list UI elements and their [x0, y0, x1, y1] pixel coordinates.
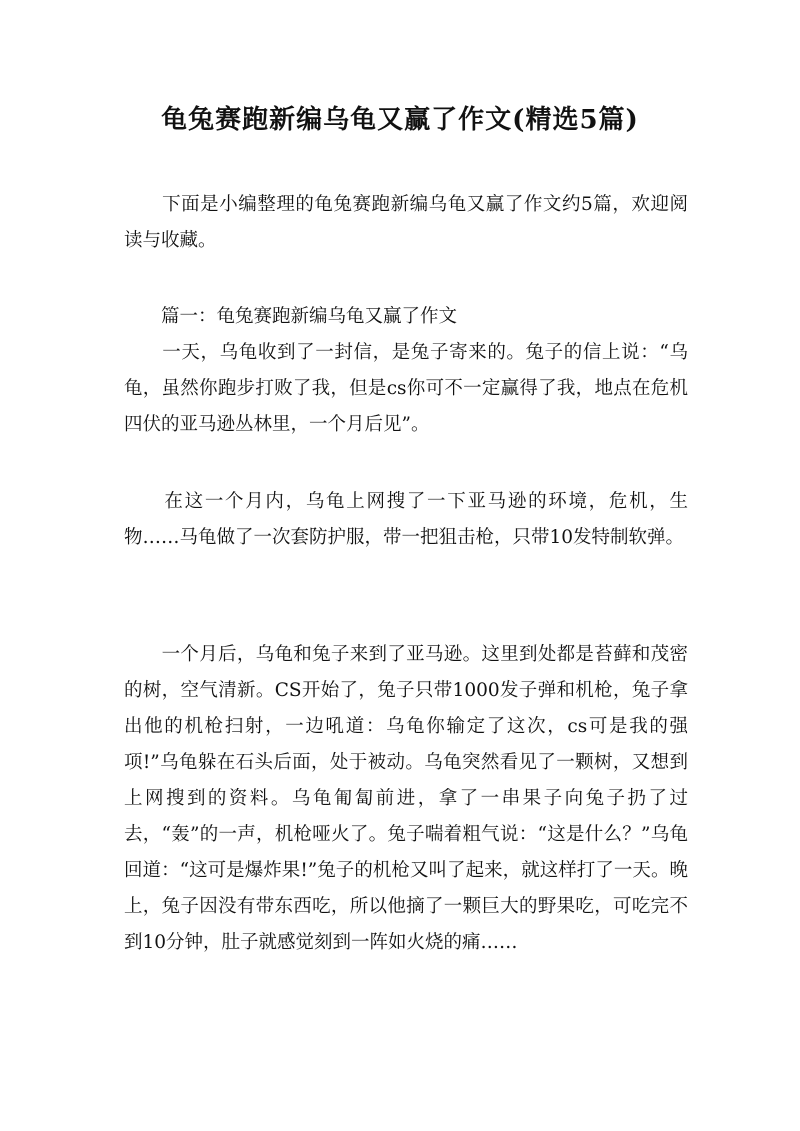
- preparation-paragraph: 在这一个月内，乌龟上网搜了一下亚马逊的环境，危机，生物……马龟做了一次套防护服，带一把狙击枪，只带10发特制软弹。: [124, 491, 688, 548]
- document-title: 龟兔赛跑新编乌龟又赢了作文(精选5篇): [161, 105, 639, 135]
- battle-paragraph: 一个月后，乌龟和兔子来到了亚马逊。这里到处都是苔藓和茂密的树，空气清新。CS开始了，兔子只带1000发子弹和机枪，兔子拿出他的机枪扫射，一边吼道：乌龟你输定了这次，cs可是我的强项!”乌龟躲在石头后面，处于被动。乌龟突然看见了一颗树，又想到上网搜到的资料。乌龟匍匐前进，拿了一串果子向兔子扔了过去，“轰”的一声，机枪哑火了。兔子喘着粗气说：“这是什么？”乌龟回道：“这可是爆炸果!”兔子的机枪又叫了起来，就这样打了一天。晚上，兔子因没有带东西吃，所以他摘了一颗巨大的野果吃，可吃完不到10分钟，肚子就感觉刻到一阵如火烧的痛……: [124, 644, 688, 953]
- intro-paragraph: 下面是小编整理的龟兔赛跑新编乌龟又赢了作文约5篇，欢迎阅读与收藏。: [124, 194, 688, 251]
- section-one-paragraph: 篇一：龟兔赛跑新编乌龟又赢了作文 一天，乌龟收到了一封信，是兔子寄来的。兔子的信上说：“乌龟，虽然你跑步打败了我，但是cs你可不一定赢得了我，地点在危机四伏的亚马逊丛林里，一个月后见”。: [124, 306, 688, 435]
